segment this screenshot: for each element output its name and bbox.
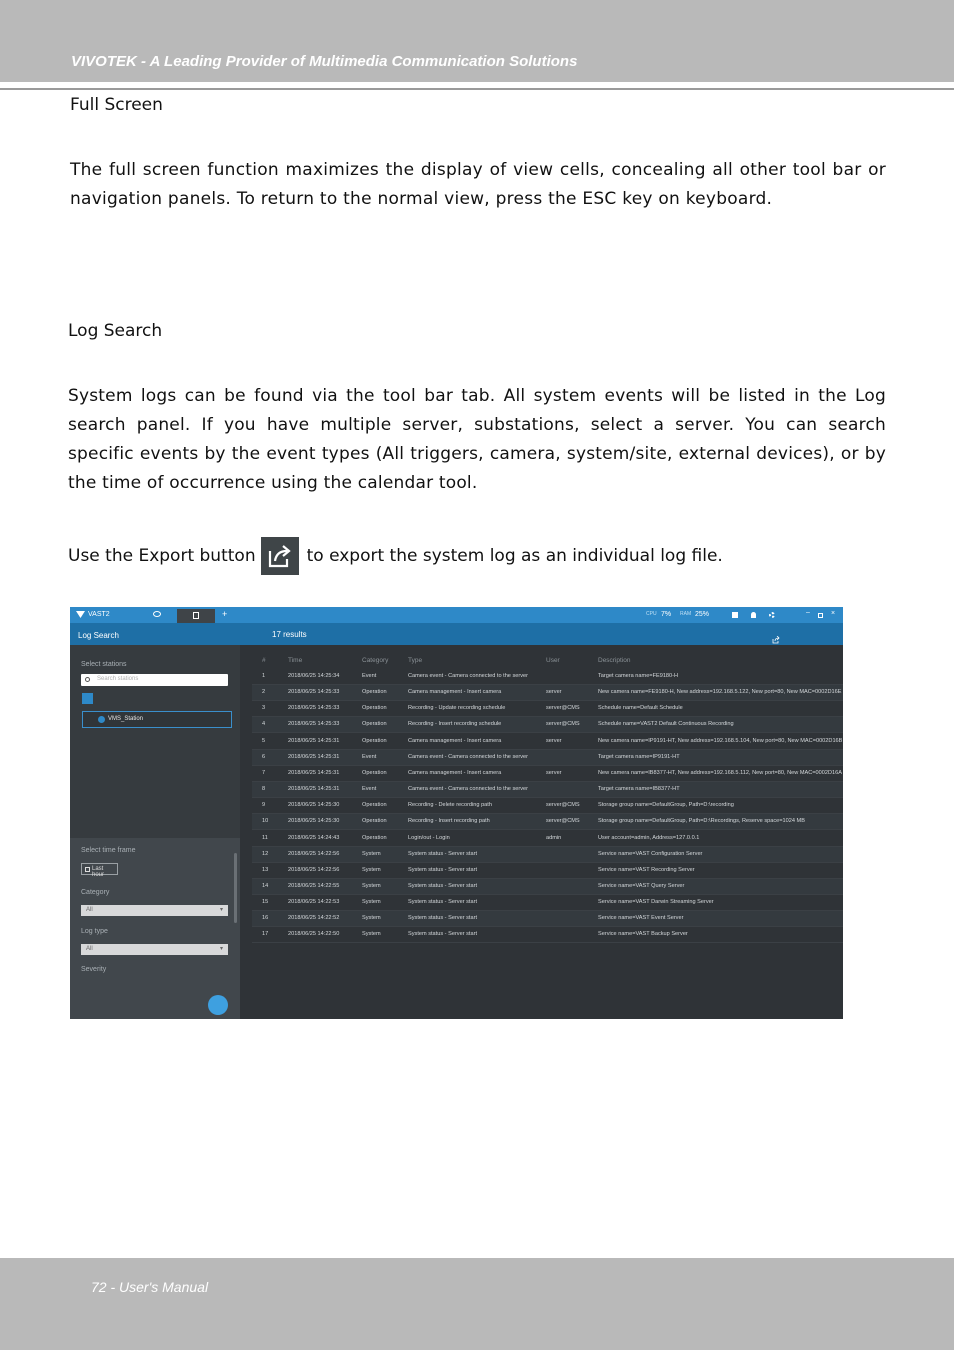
panel-title: Log Search <box>78 631 119 640</box>
table-cell: 2018/06/25 14:25:33 <box>288 721 340 728</box>
table-cell: 2018/06/25 14:25:31 <box>288 786 340 793</box>
station-check-icon <box>98 716 105 723</box>
table-cell: System <box>362 866 381 873</box>
category-value: All <box>86 907 93 913</box>
table-cell: New camera name=IP9191-HT, New address=192.168.5.104, New port=80, New MAC=0002D16B <box>598 737 843 744</box>
search-button[interactable] <box>208 995 228 1015</box>
app-name: VAST2 <box>88 611 110 618</box>
table-cell: server@CMS <box>546 705 580 712</box>
table-cell: 10 <box>262 818 269 825</box>
panel-title-bar <box>70 623 843 645</box>
table-cell: Login/out - Login <box>408 834 450 841</box>
tree-toggle-icon[interactable] <box>82 693 93 704</box>
table-cell: Event <box>362 786 377 793</box>
log-search-paragraph: System logs can be found via the tool bar tab. All system events will be listed in the Log search panel. If you have multiple server, substations, select a server. You can search specific events by the event types (All triggers, camera, system/site, external devices), or by the time of occurrence using the calendar tool. <box>68 386 886 493</box>
export-button[interactable] <box>772 631 780 649</box>
calendar-icon <box>85 867 90 872</box>
column-header-index[interactable]: # <box>262 657 266 664</box>
table-row[interactable] <box>252 685 843 701</box>
table-cell: 9 <box>262 802 266 809</box>
severity-label: Severity <box>81 966 107 973</box>
table-cell: 8 <box>262 786 266 793</box>
table-cell: Operation <box>362 834 387 841</box>
table-cell: 2018/06/25 14:22:56 <box>288 866 340 873</box>
full-screen-heading: Full Screen <box>70 95 163 115</box>
table-cell: Storage group name=DefaultGroup, Path=D:\recording <box>598 802 734 809</box>
table-cell: Service name=VAST Darwin Streaming Server <box>598 899 714 906</box>
table-cell: Service name=VAST Recording Server <box>598 866 695 873</box>
minimize-icon[interactable]: – <box>806 609 810 616</box>
table-cell: Camera management - Insert camera <box>408 689 502 696</box>
category-select[interactable] <box>81 905 228 916</box>
column-header-category[interactable]: Category <box>362 657 389 664</box>
table-cell: 2018/06/25 14:22:56 <box>288 850 340 857</box>
eye-icon[interactable] <box>153 611 161 617</box>
table-row[interactable] <box>252 750 843 766</box>
table-cell: 6 <box>262 753 266 760</box>
log-search-heading: Log Search <box>68 321 163 341</box>
table-row[interactable] <box>252 717 843 733</box>
table-cell: 2018/06/25 14:25:30 <box>288 802 340 809</box>
gear-icon[interactable] <box>769 612 775 618</box>
add-tab-icon[interactable]: + <box>222 609 228 619</box>
table-row[interactable] <box>252 927 843 943</box>
table-cell: 2018/06/25 14:25:34 <box>288 673 340 679</box>
table-cell: Schedule name=VAST2 Default Continuous Recording <box>598 721 734 728</box>
table-cell: Operation <box>362 818 387 825</box>
table-cell: Target camera name=IP9191-HT <box>598 753 680 760</box>
table-cell: Recording - Delete recording path <box>408 802 492 809</box>
table-cell: Operation <box>362 769 387 776</box>
bell-icon[interactable] <box>751 612 756 618</box>
chevron-down-icon: ▾ <box>219 907 223 913</box>
table-cell: 12 <box>262 850 269 857</box>
time-frame-label: Select time frame <box>81 847 136 854</box>
page-header-band <box>0 0 954 82</box>
column-header-description[interactable]: Description <box>598 657 631 664</box>
table-cell: System <box>362 899 381 906</box>
table-cell: System <box>362 882 381 889</box>
table-cell: Target camera name=FE9180-H <box>598 673 679 679</box>
table-cell: 5 <box>262 737 266 744</box>
table-cell: System status - Server start <box>408 899 478 906</box>
cpu-label: CPU <box>646 611 657 617</box>
table-cell: System status - Server start <box>408 882 478 889</box>
select-stations-label: Select stations <box>81 661 127 668</box>
header-rule <box>0 88 954 90</box>
table-cell: 17 <box>262 931 269 938</box>
header-title: VIVOTEK - A Leading Provider of Multimedia Communication Solutions <box>71 53 578 70</box>
page-footer-band <box>0 1258 954 1350</box>
table-cell: 11 <box>262 834 268 841</box>
table-cell: 15 <box>262 899 269 906</box>
vivotek-logo-icon <box>76 611 85 618</box>
ram-value: 25% <box>695 611 710 618</box>
table-row[interactable] <box>252 911 843 927</box>
table-cell: Operation <box>362 721 387 728</box>
table-cell: Recording - Update recording schedule <box>408 705 506 712</box>
table-cell: System status - Server start <box>408 850 478 857</box>
table-row[interactable] <box>252 847 843 863</box>
app-top-bar <box>70 607 843 623</box>
table-row[interactable] <box>252 798 843 814</box>
table-cell: 2018/06/25 14:25:31 <box>288 753 340 760</box>
table-cell: 1 <box>262 673 266 679</box>
table-cell: server@CMS <box>546 721 580 728</box>
table-cell: Camera management - Insert camera <box>408 769 502 776</box>
search-icon <box>85 677 90 682</box>
page-number: 72 - User's Manual <box>91 1279 209 1295</box>
grid-icon[interactable] <box>732 612 738 618</box>
table-cell: System <box>362 915 381 922</box>
table-cell: 2018/06/25 14:22:55 <box>288 882 340 889</box>
log-type-label: Log type <box>81 928 108 935</box>
table-row[interactable] <box>252 814 843 830</box>
table-cell: 13 <box>262 866 269 873</box>
table-cell: 2018/06/25 14:25:30 <box>288 818 340 825</box>
table-cell: Storage group name=DefaultGroup, Path=D:\Recordings, Reserve space=1024 MB <box>598 818 805 825</box>
table-cell: New camera name=FE9180-H, New address=192.168.5.122, New port=80, New MAC=0002D16E <box>598 689 842 696</box>
table-cell: Schedule name=Default Schedule <box>598 705 683 712</box>
table-row[interactable] <box>252 766 843 782</box>
table-row[interactable] <box>252 863 843 879</box>
table-cell: New camera name=IB8377-HT, New address=192.168.5.112, New port=80, New MAC=0002D16A <box>598 769 842 776</box>
table-cell: System status - Server start <box>408 915 478 922</box>
table-cell: 2018/06/25 14:25:31 <box>288 737 340 744</box>
table-cell: Camera event - Camera connected to the server <box>408 673 529 679</box>
full-screen-paragraph: The full screen function maximizes the display of view cells, concealing all other tool bar or navigation panels. To return to the normal view, press the ESC key on keyboard. <box>70 160 886 209</box>
table-cell: Service name=VAST Backup Server <box>598 931 688 938</box>
table-row[interactable] <box>252 669 843 685</box>
table-row[interactable] <box>252 734 843 750</box>
table-cell: 2 <box>262 689 266 696</box>
table-cell: 2018/06/25 14:25:33 <box>288 705 340 712</box>
export-small-icon <box>772 636 780 644</box>
table-cell: Recording - Insert recording path <box>408 818 490 825</box>
time-frame-chip[interactable] <box>81 863 118 878</box>
table-cell: 14 <box>262 882 269 889</box>
table-cell: 16 <box>262 915 269 922</box>
table-cell: Service name=VAST Configuration Server <box>598 850 703 857</box>
station-name: VMS_Station <box>108 716 144 722</box>
table-cell: Service name=VAST Query Server <box>598 882 685 889</box>
maximize-icon[interactable] <box>818 613 823 618</box>
log-type-select[interactable] <box>81 944 228 955</box>
table-cell: 2018/06/25 14:22:53 <box>288 899 340 906</box>
table-cell: Camera event - Camera connected to the server <box>408 753 529 760</box>
table-cell: admin <box>546 834 562 841</box>
table-row[interactable] <box>252 831 843 847</box>
table-row[interactable] <box>252 701 843 717</box>
table-cell: 2018/06/25 14:22:50 <box>288 931 340 938</box>
export-text-before: Use the Export button <box>68 546 256 566</box>
log-icon <box>193 612 199 619</box>
station-search-placeholder: Search stations <box>97 676 139 682</box>
close-icon[interactable]: × <box>831 610 836 617</box>
export-sentence <box>68 537 723 575</box>
table-cell: 2018/06/25 14:22:52 <box>288 915 340 922</box>
table-cell: 2018/06/25 14:25:31 <box>288 769 340 776</box>
table-cell: Event <box>362 673 377 679</box>
panel-scrollbar[interactable] <box>234 853 237 923</box>
table-cell: Camera management - Insert camera <box>408 737 502 744</box>
table-cell: Operation <box>362 802 387 809</box>
table-cell: System <box>362 931 381 938</box>
table-cell: Camera event - Camera connected to the server <box>408 786 529 793</box>
station-search-input[interactable] <box>81 674 228 686</box>
column-header-type[interactable]: Type <box>408 657 423 664</box>
table-cell: System status - Server start <box>408 866 478 873</box>
table-row[interactable] <box>252 895 843 911</box>
table-cell: server <box>546 737 562 744</box>
filter-lower-panel <box>70 838 240 1019</box>
table-cell: 3 <box>262 705 266 712</box>
tab-log-search[interactable] <box>177 609 215 623</box>
time-frame-value: Last hour <box>92 866 105 878</box>
table-cell: 4 <box>262 721 266 728</box>
log-search-screenshot <box>70 607 843 1019</box>
column-header-user[interactable]: User <box>546 657 560 664</box>
table-cell: server@CMS <box>546 802 580 809</box>
table-cell: 2018/06/25 14:24:43 <box>288 834 340 841</box>
table-cell: server@CMS <box>546 818 580 825</box>
export-icon <box>261 537 299 575</box>
ram-label: RAM <box>680 611 692 617</box>
table-cell: Target camera name=IB8377-HT <box>598 786 680 793</box>
table-cell: System status - Server start <box>408 931 478 938</box>
table-row[interactable] <box>252 782 843 798</box>
log-type-value: All <box>86 946 93 952</box>
table-row[interactable] <box>252 879 843 895</box>
log-table <box>252 655 843 1019</box>
results-count: 17 results <box>272 630 307 639</box>
table-cell: User account=admin, Address=127.0.0.1 <box>598 834 700 841</box>
station-item[interactable] <box>82 711 232 728</box>
export-text-after: to export the system log as an individual log file. <box>306 546 723 566</box>
table-cell: 2018/06/25 14:25:33 <box>288 689 340 696</box>
chevron-down-icon: ▾ <box>219 946 223 952</box>
table-cell: server <box>546 689 562 696</box>
table-cell: Service name=VAST Event Server <box>598 915 684 922</box>
category-label: Category <box>81 889 110 896</box>
column-header-time[interactable]: Time <box>288 657 303 664</box>
table-cell: Recording - Insert recording schedule <box>408 721 502 728</box>
table-cell: Operation <box>362 705 387 712</box>
table-cell: 7 <box>262 769 266 776</box>
cpu-value: 7% <box>661 611 672 618</box>
table-cell: Event <box>362 753 377 760</box>
table-cell: Operation <box>362 689 387 696</box>
table-cell: System <box>362 850 381 857</box>
table-cell: server <box>546 769 562 776</box>
table-cell: Operation <box>362 737 387 744</box>
